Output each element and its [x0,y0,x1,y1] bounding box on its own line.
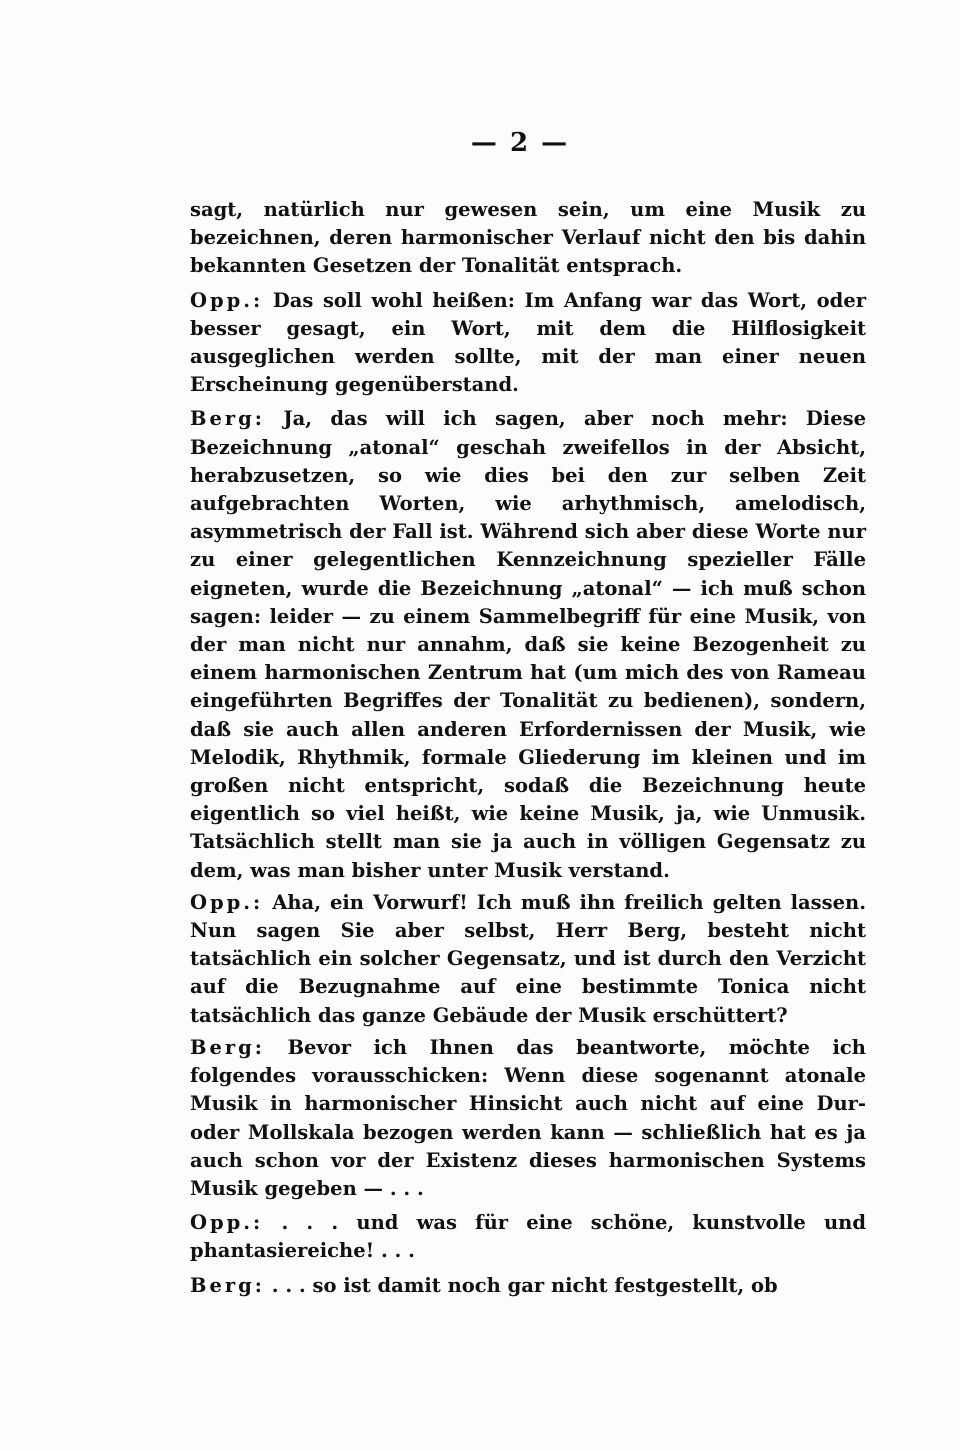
speaker-label: Opp.: [190,1211,264,1235]
paragraph-continuation [190,196,866,281]
paragraph-berg-1 [190,405,866,884]
paragraph-text: . . . so ist damit noch gar nicht festgestellt, ob [271,1273,778,1297]
paragraph-text: Bevor ich Ihnen das beantworte, möchte ich folgendes vorausschicken: Wenn diese sogenannt atonale Musik in harmonischer Hinsicht auch nicht auf eine Dur- oder Mollskala bezogen werden kann — schließlich hat es ja auch schon vor der Existenz dieses harmonischen Systems Musik gegeben — . . . [190,1035,866,1200]
speaker-label: Berg: [190,407,265,431]
body-text [190,196,866,1304]
speaker-label: Berg: [190,1035,265,1059]
paragraph-opp-2 [190,889,866,1030]
speaker-label: Berg: [190,1273,265,1297]
speaker-label: Opp.: [190,288,264,312]
speaker-label: Opp.: [190,890,264,914]
paragraph-text: Aha, ein Vorwurf! Ich muß ihn freilich gelten lassen. Nun sagen Sie aber selbst, Herr Berg, besteht nicht tatsächlich ein solcher Gegensatz, und ist durch den Verzicht auf die Bezugnahme auf eine bestimmte Tonica nicht tatsächlich das ganze Gebäude der Musik erschüttert? [190,890,867,1027]
paragraph-berg-3 [190,1272,866,1300]
paragraph-text: Das soll wohl heißen: Im Anfang war das Wort, oder besser gesagt, ein Wort, mit dem die Hilflosigkeit ausgeglichen werden sollte, mit der man einer neuen Erscheinung gegenüberstand. [190,288,866,397]
page-number: — 2 — [470,128,570,158]
paragraph-text: sagt, natürlich nur gewesen sein, um eine Musik zu bezeichnen, deren harmonischer Verlauf nicht den bis dahin bekannten Gesetzen der Tonalität entsprach. [190,198,866,278]
paragraph-text: . . . und was für eine schöne, kunstvolle und phantasiereiche! . . . [190,1211,866,1263]
paragraph-text: Ja, das will ich sagen, aber noch mehr: Diese Bezeichnung „atonal“ geschah zweifellos in der Absicht, herabzusetzen, so wie dies bei den zur selben Zeit aufgebrachten Worten, wie arhythmisch, amelodisch, asymmetrisch der Fall ist. Während sich aber diese Worte nur zu einer gelegentlichen Kennzeichnung spezieller Fälle eigneten, wurde die Bezeichnung „atonal“ — ich muß schon sagen: leider — zu einem Sammelbegriff für eine Musik, von der man nicht nur annahm, daß sie keine Bezogenheit zu einem harmonischen Zentrum hat (um mich des von Rameau eingeführten Begriffes der Tonalität zu bedienen), sondern, daß sie auch allen anderen Erfordernissen der Musik, wie Melodik, Rhythmik, formale Gliederung im kleinen und im großen nicht entspricht, sodaß die Bezeichnung heute eigentlich so viel heißt, wie keine Musik, ja, wie Unmusik. Tatsächlich stellt man sie ja auch in völligen Gegensatz zu dem, was man bisher unter Musik verstand. [190,407,866,882]
paragraph-opp-1 [190,287,866,400]
paragraph-berg-2 [190,1034,866,1203]
paragraph-opp-3 [190,1209,866,1265]
